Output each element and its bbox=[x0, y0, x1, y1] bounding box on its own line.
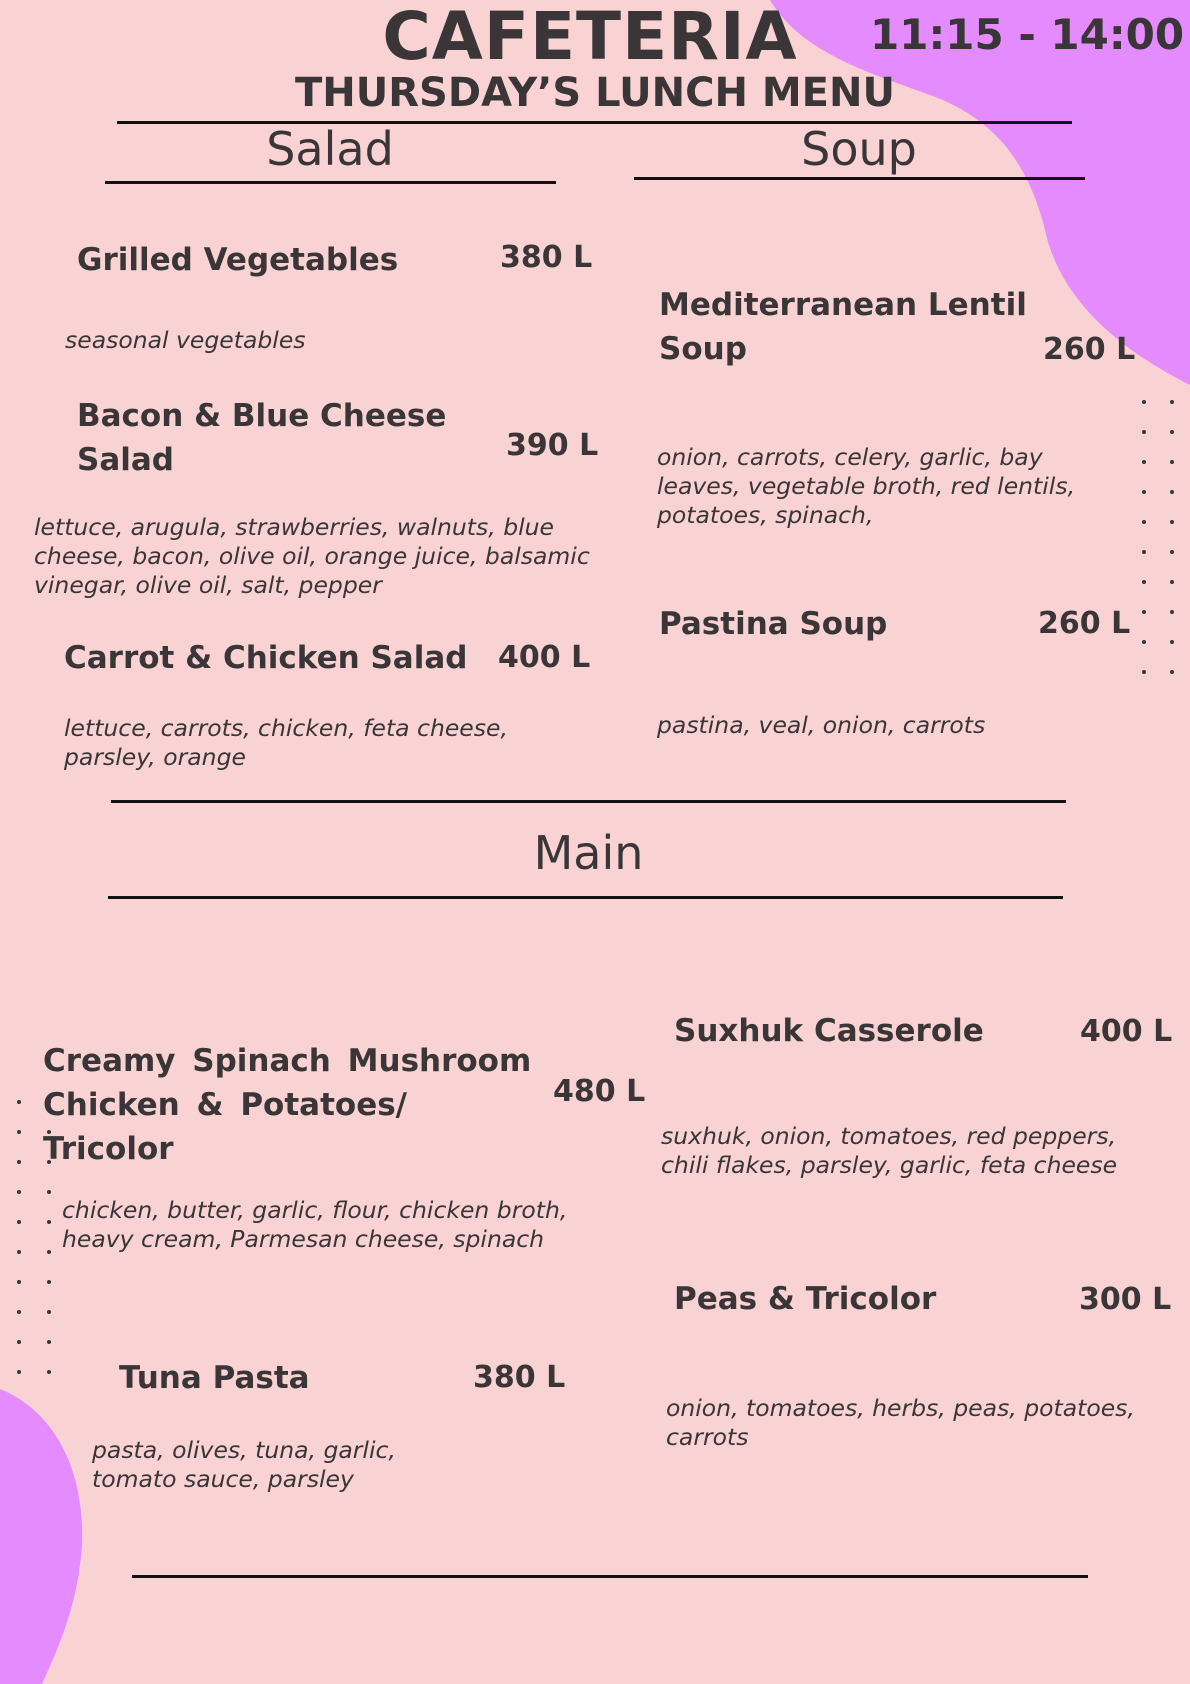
dish-name: Tuna Pasta bbox=[119, 1360, 310, 1396]
page-title: CAFETERIA bbox=[382, 0, 798, 75]
dish-name: Peas & Tricolor bbox=[674, 1281, 937, 1317]
dish-name: Pastina Soup bbox=[659, 606, 888, 642]
salad-heading-rule bbox=[105, 181, 556, 184]
salad-heading: Salad bbox=[266, 122, 394, 176]
dish-description: seasonal vegetables bbox=[65, 326, 306, 354]
dish-description: suxhuk, onion, tomatoes, red peppers, chili flakes, parsley, garlic, feta cheese bbox=[661, 1122, 1118, 1179]
dish-price: 260 L bbox=[1038, 606, 1131, 641]
dish-price: 390 L bbox=[506, 428, 599, 463]
dish-name: Carrot & Chicken Salad bbox=[64, 640, 468, 676]
section-divider-rule bbox=[111, 800, 1066, 803]
dish-description: lettuce, carrots, chicken, feta cheese, parsley, orange bbox=[64, 714, 508, 771]
dish-price: 480 L bbox=[553, 1074, 646, 1109]
dish-price: 380 L bbox=[500, 240, 593, 275]
dish-price: 400 L bbox=[498, 640, 591, 675]
opening-hours: 11:15 - 14:00 bbox=[870, 10, 1185, 59]
dish-name: Creamy Spinach Mushroom Chicken & Potatoes/ Tricolor bbox=[43, 1043, 532, 1167]
dish-description: chicken, butter, garlic, flour, chicken broth, heavy cream, Parmesan cheese, spinach bbox=[62, 1196, 568, 1253]
dish-description: onion, carrots, celery, garlic, bay leaves, vegetable broth, red lentils, potatoes, spinach, bbox=[657, 443, 1076, 529]
dish-name: Grilled Vegetables bbox=[77, 242, 399, 278]
bottom-left-blob bbox=[0, 1384, 120, 1684]
dish-name: Suxhuk Casserole bbox=[674, 1013, 984, 1049]
footer-rule bbox=[132, 1575, 1088, 1578]
dish-description: pasta, olives, tuna, garlic, tomato sauce, parsley bbox=[92, 1436, 396, 1493]
dish-price: 260 L bbox=[1043, 332, 1136, 367]
dish-name: Bacon & Blue Cheese Salad bbox=[77, 398, 447, 478]
dish-name: Mediterranean Lentil Soup bbox=[659, 287, 1027, 367]
right-dot-grid bbox=[1140, 400, 1180, 680]
main-heading-rule bbox=[108, 896, 1063, 899]
dish-description: onion, tomatoes, herbs, peas, potatoes, carrots bbox=[666, 1394, 1135, 1451]
dish-description: pastina, veal, onion, carrots bbox=[657, 711, 986, 739]
dish-description: lettuce, arugula, strawberries, walnuts, blue cheese, bacon, olive oil, orange juice, balsamic vinegar, olive oil, salt, pepper bbox=[34, 513, 590, 599]
dish-price: 380 L bbox=[473, 1360, 566, 1395]
dish-price: 400 L bbox=[1080, 1014, 1173, 1049]
main-heading: Main bbox=[533, 826, 644, 880]
soup-heading-rule bbox=[634, 177, 1085, 180]
menu-subtitle: THURSDAY’S LUNCH MENU bbox=[295, 70, 895, 116]
soup-heading: Soup bbox=[801, 122, 917, 176]
dish-price: 300 L bbox=[1079, 1282, 1172, 1317]
